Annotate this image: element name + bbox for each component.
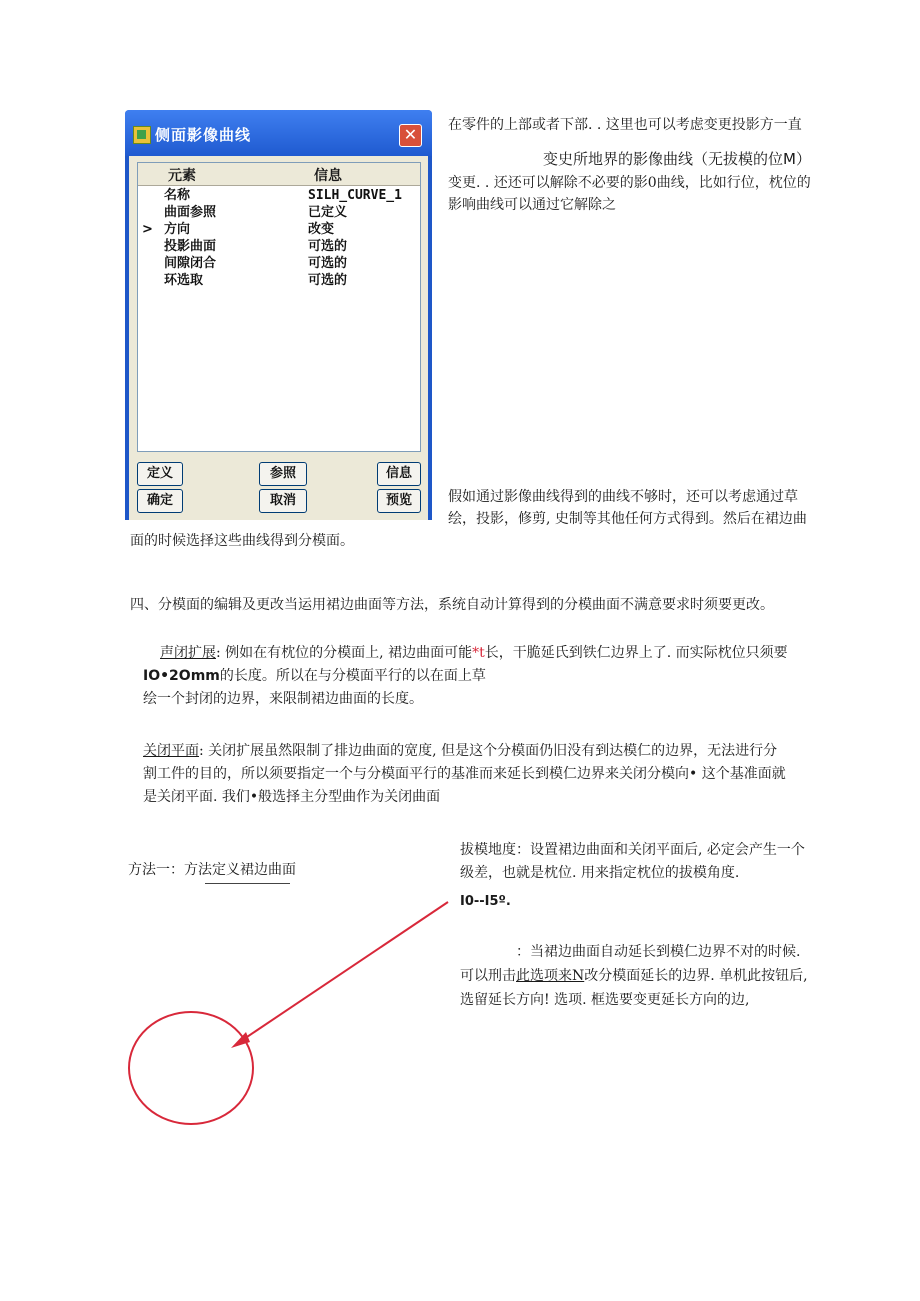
info-button[interactable]: 信息 (377, 462, 421, 486)
column-header-element[interactable]: 元素 (168, 168, 196, 184)
paragraph-6-line-1: ：当裙边曲面自动延长到模仁边界不对的时候. (516, 944, 801, 960)
paragraph-4-line-2: 割工件的目的，所以须要指定一个与分模面平行的基准而来延长到模仁边界来关闭分模向• 这个基准面就 (143, 766, 786, 782)
text-span: : 例如在有枕位的分模面上, 裙边曲面可能 (216, 645, 473, 661)
row-element: 投影曲面 (164, 239, 217, 254)
ok-button[interactable]: 确定 (137, 489, 183, 513)
close-icon[interactable]: ✕ (399, 124, 422, 147)
row-info: 可选的 (308, 273, 348, 288)
section-4-heading: 四、分模面的编辑及更改当运用裙边曲面等方法，系统自动计算得到的分模曲面不满意要求时须要更改。 (130, 597, 774, 613)
term-label: 声闭扩展 (160, 645, 216, 661)
paragraph-5-line-2: 级差，也就是枕位. 用来指定枕位的拔模角度. (460, 865, 740, 881)
paragraph-2-line-1: 假如通过影像曲线得到的曲线不够时，还可以考虑通过草 (448, 489, 798, 505)
define-button[interactable]: 定义 (137, 462, 183, 486)
text-span-red: *t (472, 645, 485, 661)
annotation-arrow-line (238, 902, 448, 1043)
paragraph-2-line-3: 面的时候选择这些曲线得到分模面。 (130, 533, 354, 549)
preview-button[interactable]: 预览 (377, 489, 421, 513)
text-span: 的长度。所以在与分模面平行的以在面上草 (219, 668, 486, 684)
row-element: 间隙闭合 (164, 256, 217, 271)
annotation-circle (129, 1012, 253, 1124)
row-element: 曲面参照 (164, 205, 217, 220)
row-info: 已定义 (308, 205, 348, 220)
reference-button[interactable]: 参照 (259, 462, 307, 486)
paragraph-2-line-2: 绘，投影，修剪, 史制等其他任何方式得到。然后在裙边曲 (448, 511, 807, 527)
paragraph-4-line-3: 是关闭平面. 我们•般选择主分型曲作为关闭曲面 (143, 789, 441, 805)
cancel-button[interactable]: 取消 (259, 489, 307, 513)
paragraph-6-line-3: 选留延长方向! 选项. 框选要变更延长方向的边, (460, 992, 750, 1008)
row-info: 可选的 (308, 239, 348, 254)
paragraph-1-line-3: 变更. . 还还可以解除不必要的影0曲线，比如行位，枕位的 (448, 175, 811, 191)
row-info: 改变 (308, 222, 335, 237)
text-span: 可以刑击 (460, 968, 516, 984)
paragraph-1-line-4: 影响曲线可以通过它解除之 (448, 197, 616, 213)
row-info: 可选的 (308, 256, 348, 271)
paragraph-1-line-2: 变史所地界的影像曲线（无拔模的位M） (543, 150, 811, 168)
dimension-value: IO•2Omm (143, 668, 220, 684)
dialog-title: 侧面影像曲线 (155, 126, 252, 144)
column-header-info[interactable]: 信息 (314, 168, 342, 184)
current-row-marker: > (142, 222, 153, 237)
paragraph-5-line-1: 拔模地度：设置裙边曲面和关闭平面后, 必定会产生一个 (460, 842, 805, 858)
text-span: 改分模面延长的边界. 单机此按钮后, (584, 968, 808, 984)
row-element: 名称 (164, 188, 191, 203)
method-1-heading: 方法一：方法定义裙边曲面 (128, 862, 296, 878)
row-element: 环选取 (164, 273, 204, 288)
term-label: 关闭平面 (143, 743, 199, 759)
row-element: 方向 (164, 222, 191, 237)
underlined-text: 此选项来N (516, 968, 585, 984)
row-info: SILH_CURVE_1 (308, 188, 402, 203)
text-span: 长，干脆延氏到铁仁边界上了. 而实际枕位只须要 (484, 645, 788, 661)
text-span: : 关闭扩展虽然限制了排边曲面的宽度, 但是这个分模面仍旧没有到达模仁的边界，无法进行分 (199, 743, 778, 759)
draft-angle-value: I0--I5º. (460, 894, 511, 909)
paragraph-3-line-3: 绘一个封闭的边界，来限制裙边曲面的长度。 (143, 691, 423, 707)
paragraph-1-line-1: 在零件的上部或者下部. . 这里也可以考虑变更投影方一直 (448, 117, 802, 133)
